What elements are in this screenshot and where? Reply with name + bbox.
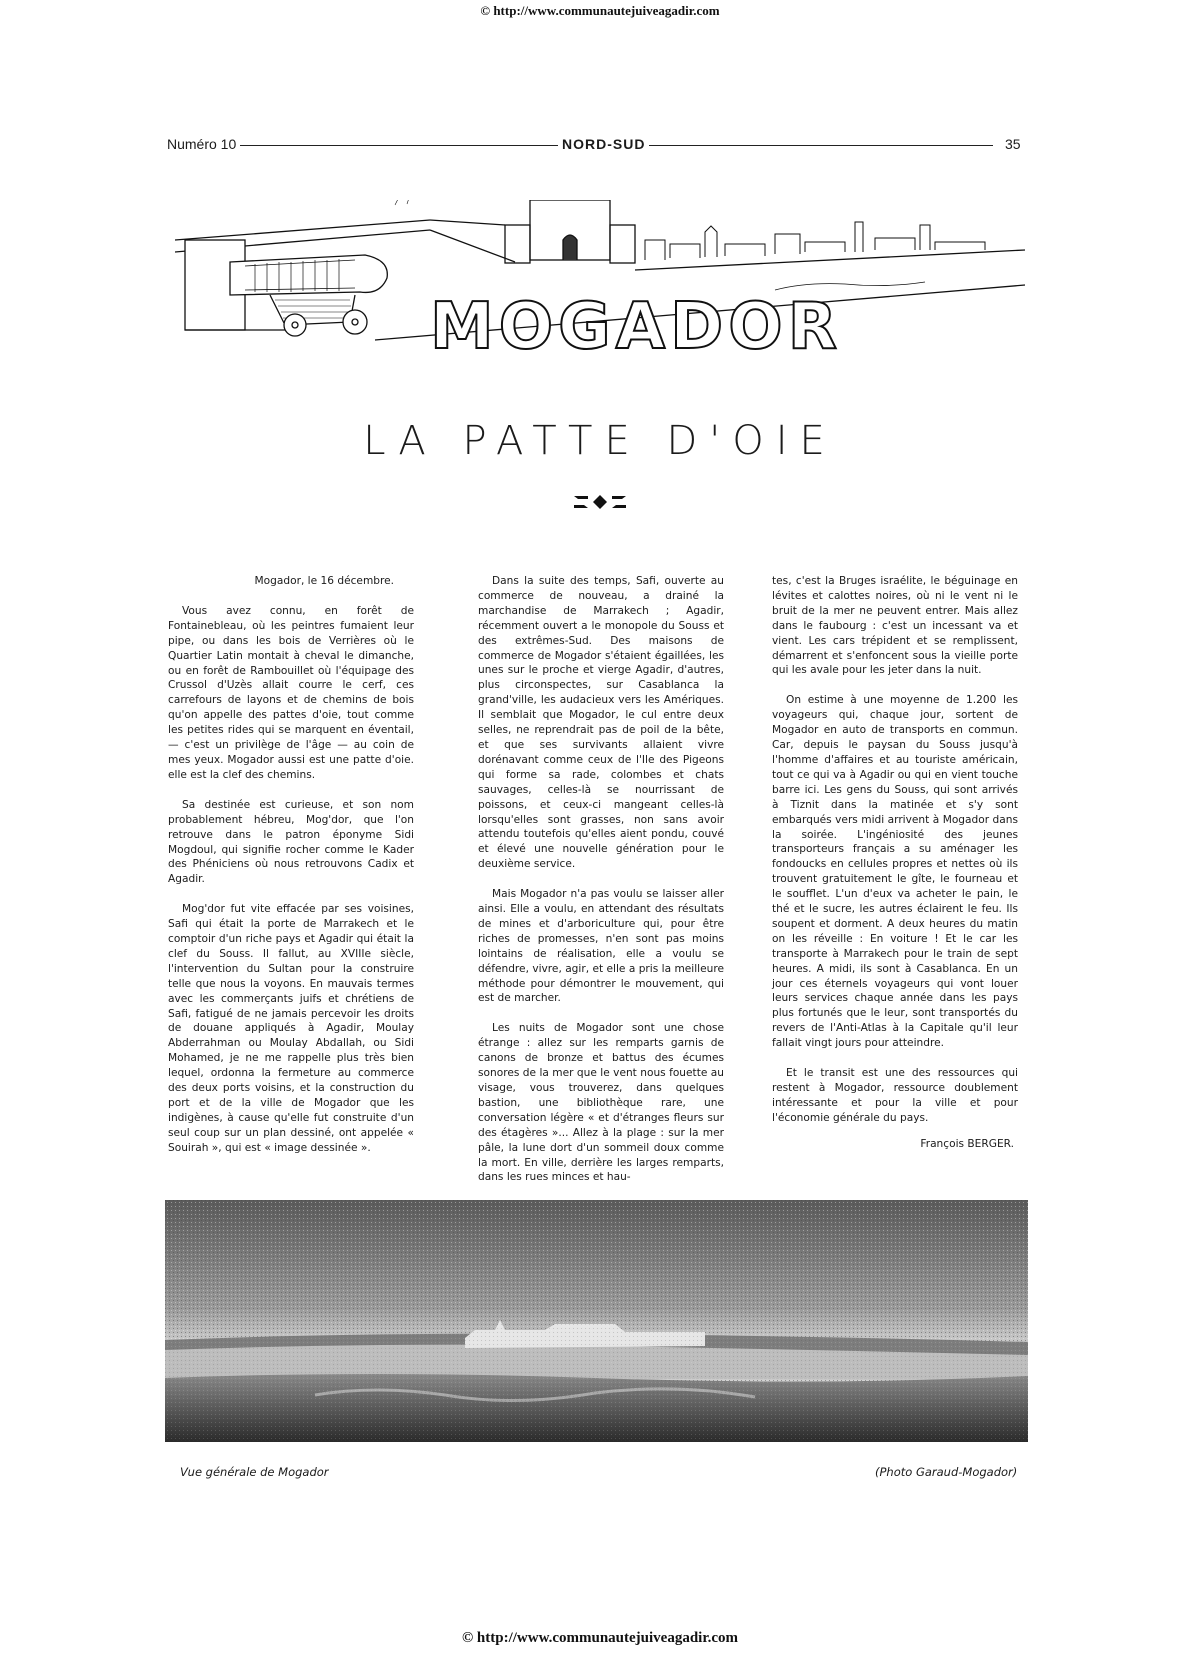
copyright-header: © http://www.communautejuiveagadir.com xyxy=(480,3,720,18)
article-column-2 xyxy=(478,574,724,1200)
running-header xyxy=(163,136,1030,156)
ornament-icon xyxy=(570,492,630,512)
paragraph: Mais Mogador n'a pas voulu se laisser aller ainsi. Elle a voulu, en attendant des résultats de mines et d'arboriculture qui, pour être riches de promesses, n'en sont pas moins lointains de réalisation, elle a voulu se défendre, vivre, agir, et elle a pris la meilleure méthode pour démontrer le mouvement, qui est de marcher. xyxy=(478,888,724,1005)
paragraph: Vous avez connu, en forêt de Fontainebleau, où les peintres fumaient leur pipe, ou dans les bois de Verrières où le Quartier Latin montait à cheval le dimanche, ou en forêt de Rambouillet où l'équipage des Crussol d'Uzès allait courre le cerf, ces carrefours de layons et de chemins de bois qu'on appelle des pattes d'oie, tout comme les petites rides qui se marquent en éventail, — c'est un privilège de l'âge — au coin de mes yeux. Mogador aussi est une patte d'oie. elle est la clef des chemins. xyxy=(168,604,414,781)
mogador-panorama-photo xyxy=(165,1200,1028,1442)
photo-caption: Vue générale de Mogador xyxy=(180,1465,329,1479)
article-column-1 xyxy=(168,574,414,1171)
paragraph: Mog'dor fut vite effacée par ses voisines, Safi qui était la porte de Marrakech et le comptoir d'un riche pays et Agadir qui était la clef du Souss. Il fallut, au XVIIIe siècle, l'intervention du Sultan pour la construire telle que nous la voyons. En mauvais termes avec les commerçants juifs et chrétiens de Safi, fatigué de ne jamais percevoir les droits de douane appliqués à Agadir, Moulay Abderrahman ou Moulay Abdallah, ou Sidi Mohamed, je ne me rappelle plus très bien lequel, ordonna la fermeture au commerce des deux ports voisins, et la construction du port et de la ville de Mogador que les indigènes, à cause qu'elle fut construite d'un seul coup sur un plan dessiné, ont appelée « Souirah », qui est « image dessinée ». xyxy=(168,903,414,1154)
header-rule-right xyxy=(643,145,993,146)
issue-number: Numéro 10 xyxy=(163,136,240,152)
author-signature: François BERGER. xyxy=(920,1137,1014,1150)
paragraph: tes, c'est la Bruges israélite, le béguinage en lévites et calottes noires, où ni le vent ni le bruit de la mer ne peuvent entrer. Mais allez dans le faubourg : c'est un incessant va et vient. Les cars trépident et se remplissent, démarrent et s'enfoncent sous la vieille porte qui les avale pour les jeter dans la nuit. xyxy=(772,575,1018,677)
paragraph: Et le transit est une des ressources qui restent à Mogador, ressource doublement intéressante et pour la ville et pour l'économie générale du pays. xyxy=(772,1067,1018,1124)
page-number: 35 xyxy=(1001,136,1025,152)
journal-name: NORD-SUD xyxy=(558,136,649,152)
article-dateline: Mogador, le 16 décembre. xyxy=(254,575,394,587)
paragraph: Dans la suite des temps, Safi, ouverte au commerce de nouveau, a drainé la marchandise de Marrakech ; Agadir, récemment ouvert a le monopole du Souss et des extrêmes-Sud. Des maisons de commerce de Mogador s'étaient égaillées, les unes sur le proche et vierge Agadir, d'autres, plus circonspectes, sur Casablanca la grand'ville, les audacieux vers les Amériques. Il semblait que Mogador, le cul entre deux selles, ne reprendrait pas de poil de la bête, et que ses survivants allaient vivre dorénavant comme ceux de l'Ile des Pigeons qui forme sa rade, colombes et chats sauvages, celles-là se nourrissant de poissons, et ceux-ci mangeant celles-là lorsqu'elles sont grasses, non sans avoir attendu toutefois qu'elles aient pondu, couvé et élevé une nouvelle génération pour le deuxième service. xyxy=(478,575,724,871)
paragraph: On estime à une moyenne de 1.200 les voyageurs qui, chaque jour, sortent de Mogador en auto de transports en commun. Car, depuis le paysan du Souss jusqu'à l'homme d'affaires et au touriste américain, tout ce qui va à Agadir ou qui en vient touche barre ici. Les gens du Souss, qui sont arrivés à Tiznit dans la matinée et s'y sont embarqués vers midi arrivent à Mogador dans la soirée. L'ingéniosité des jeunes transporteurs français a su aménager les fondoucks en cellules propres et nettes où ils trouvent gratuitement le gîte, le fourneau et le soufflet. L'un d'eux va acheter le pain, le thé et le sucre, les autres éclairent le feu. Ils soupent et dorment. A deux heures du matin on les réveille : En voiture ! Et le car les transporte à Marrakech pour le train de sept heures. A midi, ils sont à Casablanca. En un jour ces éternels voyageurs qui vont louer leurs services chaque année dans les pays plus fortunés que le leur, sont transportés du revers de l'Anti-Atlas à la Capitale qu'il leur fallait vingt jours pour atteindre. xyxy=(772,694,1018,1050)
article-subtitle: LA PATTE D'OIE xyxy=(363,418,837,464)
photo-credit: (Photo Garaud-Mogador) xyxy=(875,1465,1018,1479)
paragraph: Les nuits de Mogador sont une chose étrange : allez sur les remparts garnis de canons de bronze et battus des écumes sonores de la mer que le vent nous fouette au visage, vous trouverez, dans quelques bastion, une bibliothèque rare, une conversation légère « et d'étranges fleurs sur des étagères »... Allez à la plage : sur la mer pâle, la lune dort d'un sommeil doux comme la mort. En ville, derrière les larges remparts, dans les rues minces et hau- xyxy=(478,1022,724,1184)
article-column-3 xyxy=(772,574,1018,1152)
header-rule-left xyxy=(233,145,558,146)
copyright-footer: © http://www.communautejuiveagadir.com xyxy=(461,1630,739,1646)
article-title: MOGADOR xyxy=(430,290,842,364)
paragraph: Sa destinée est curieuse, et son nom probablement hébreu, Mog'dor, que l'on retrouve dans le patron éponyme Sidi Mogdoul, qui signifie rocher comme le Kader des Phéniciens où nous retrouvons Cadix et Agadir. xyxy=(168,798,414,886)
